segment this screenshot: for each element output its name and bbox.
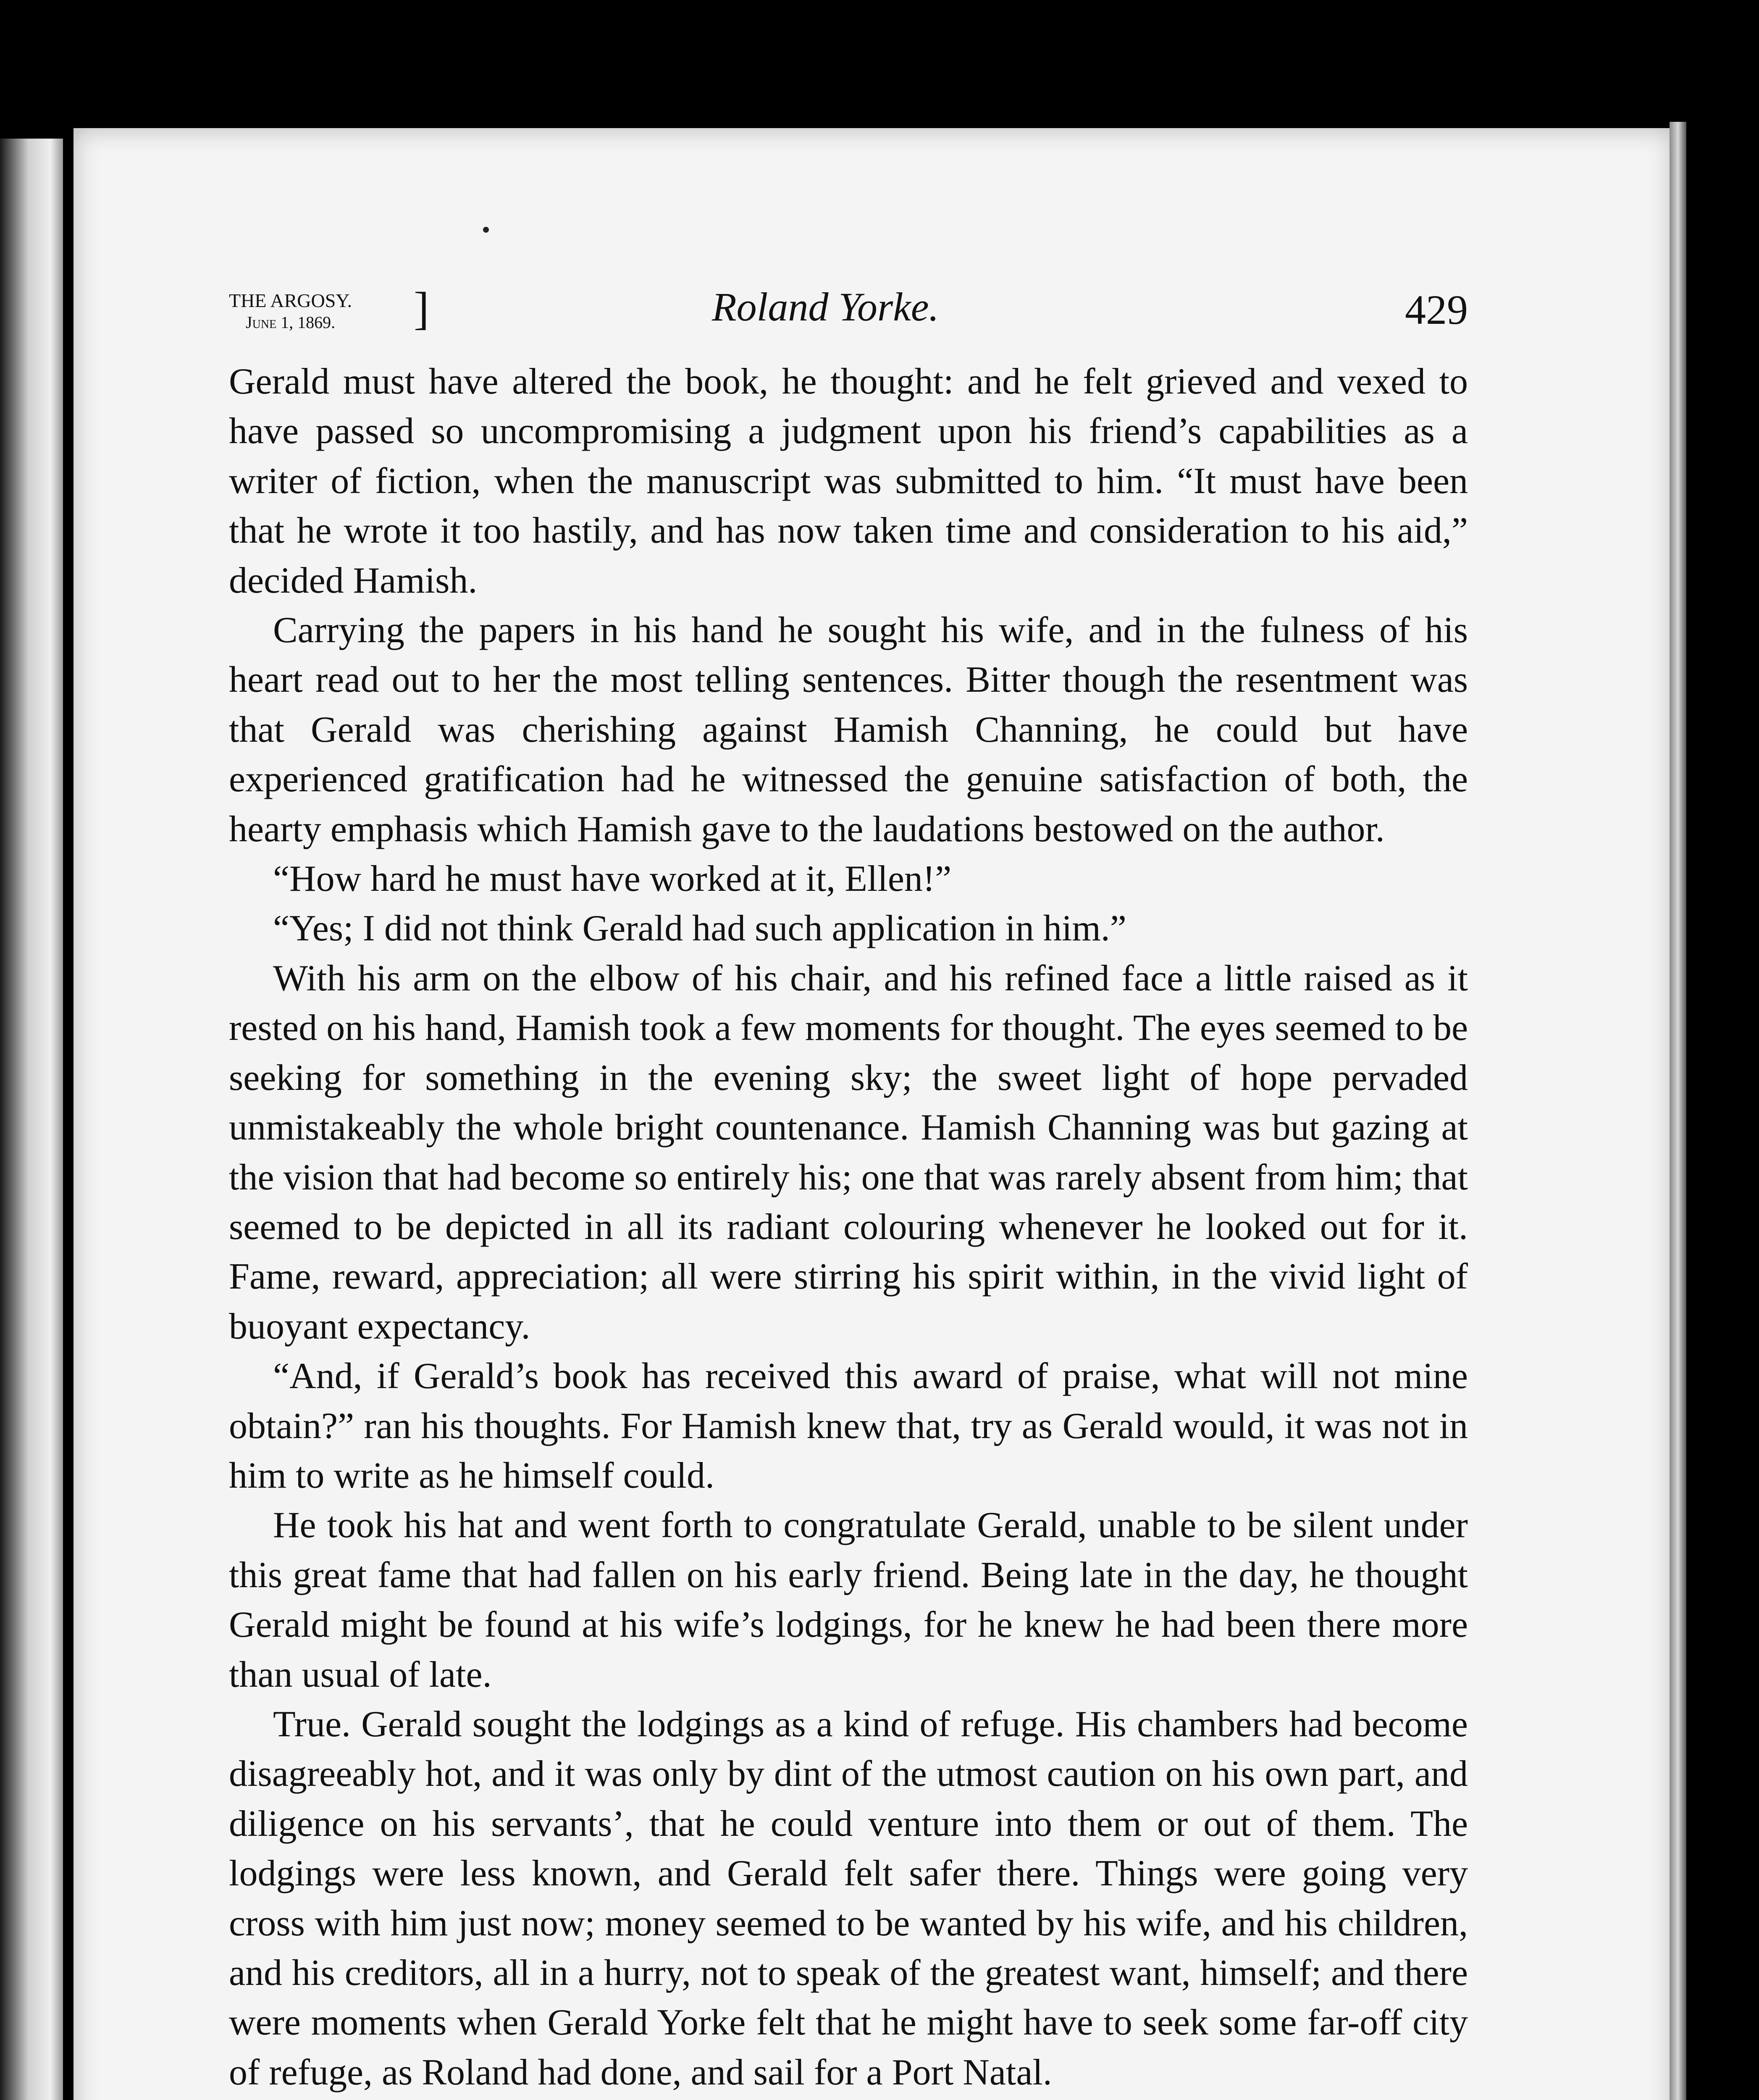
bracket-glyph: ] — [414, 283, 429, 334]
running-head — [229, 283, 1468, 344]
paragraph: “Yes; I did not think Gerald had such application in him.” — [273, 908, 1126, 949]
paragraph: With his arm on the elbow of his chair, and his refined face a little raised as it rested on his hand, Hamish took a few moments for thought. The eyes seemed to be seeking for something in the evening sky; the sweet light of hope pervaded unmistakeably the whole bright countenance. Hamish Channing was but gazing at the vision that had become so entirely his; one that was rarely absent from him; that seemed to be depicted in all its radiant colouring whenever he looked out for it. Fame, reward, appreciation; all were stirring his spirit within, in the vivid light of buoyant expectancy. — [229, 958, 1468, 1347]
paragraph: True. Gerald sought the lodgings as a kind of refuge. His chambers had become disagreeably hot, and it was only by dint of the utmost caution on his own part, and diligence on his servants’, that he could venture into them or out of them. The lodgings were less known, and Gerald felt safer there. Things were going very cross with him just now; money seemed to be wanted by his wife, and his children, and his creditors, all in a hurry, not to speak of the greatest want, himself; and there were moments when Gerald Yorke felt that he might have to seek some far-off city of refuge, as Roland had done, and sail for a Port Natal. — [229, 1704, 1468, 2093]
page-number: 429 — [1405, 286, 1468, 333]
journal-citation — [229, 283, 429, 334]
paragraph — [229, 2097, 1468, 2100]
issue-date: June 1, 1869. — [246, 313, 336, 332]
paragraph: Gerald must have altered the book, he thought: and he felt grieved and vexed to have passed so uncompromising a judgment upon his friend’s capabilities as a writer of fiction, when the manuscript was submitted to him. “It must have been that he wrote it too hastily, and has now taken time and consideration to his aid,” decided Hamish. — [229, 361, 1468, 601]
journal-name: THE ARGOSY. — [229, 290, 352, 311]
paragraph: “And, if Gerald’s book has received this award of praise, what will not mine obtain?” ran his thoughts. For Hamish knew that, try as Gerald would, it was not in him to write as he himself could. — [229, 1356, 1468, 1496]
paragraph: Carrying the papers in his hand he sought his wife, and in the fulness of his heart read out to her the most telling sentences. Bitter though the resentment was that Gerald was cherishing against Hamish Channing, he could but have experienced gratification had he witnessed the genuine satisfaction of both, the hearty emphasis which Hamish gave to the laudations bestowed on the author. — [229, 610, 1468, 850]
paragraph: He took his hat and went forth to congratulate Gerald, unable to be silent under this great fame that had fallen on his early friend. Being late in the day, he thought Gerald might be found at his wife’s lodgings, for he knew he had been there more than usual of late. — [229, 1505, 1468, 1695]
left-page-edge — [0, 139, 63, 2100]
ink-speck — [483, 227, 489, 233]
running-title: Roland Yorke. — [712, 284, 939, 329]
body-text — [229, 357, 1468, 2100]
right-page-edge — [1670, 122, 1686, 2100]
paragraph: “How hard he must have worked at it, Ellen!” — [273, 858, 952, 900]
